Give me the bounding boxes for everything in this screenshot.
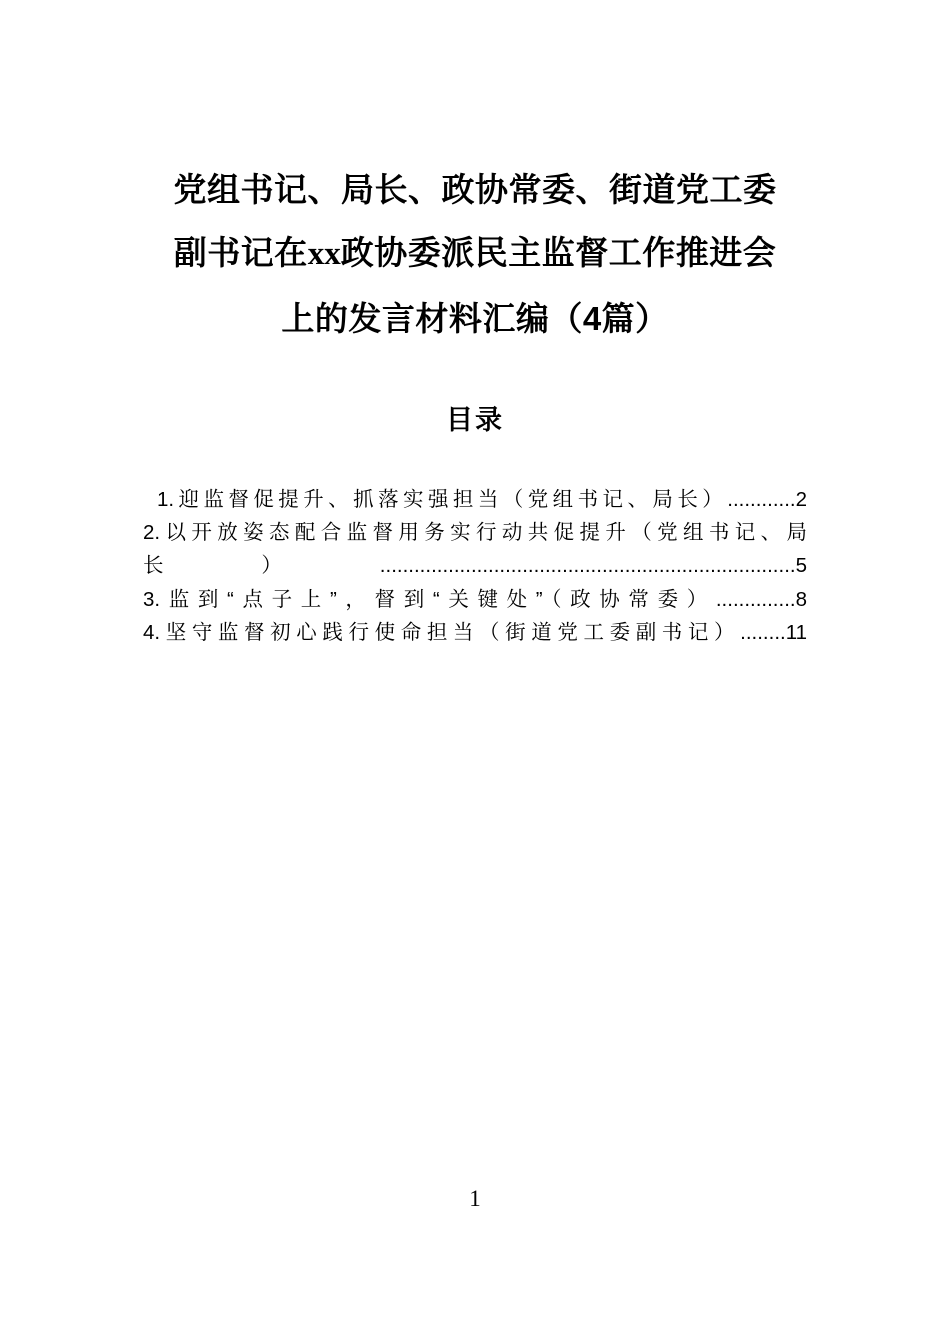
toc-entry[interactable]: 4.坚守监督初心践行使命担当（街道党工委副书记）........11 (143, 620, 807, 644)
document-title (143, 0, 807, 350)
table-of-contents (143, 483, 807, 649)
document-title-line-1: 党组书记、局长、政协常委、街道党工委 (173, 171, 777, 208)
document-title-line-2-latin: xx (307, 236, 341, 273)
toc-entry[interactable]: 3.监到“点子上”，督到“关键处”（政协常委）..............8 (143, 587, 807, 611)
toc-entry[interactable]: 2.以开放姿态配合监督用务实行动共促提升（党组书记、局长）.........................................................................5 (143, 521, 807, 578)
document-title-line-2-prefix: 副书记在 (173, 234, 308, 272)
page-number: 1 (469, 1186, 481, 1211)
table-of-contents-heading: 目录 (446, 405, 504, 436)
toc-entry[interactable]: 1.迎监督促提升、抓落实强担当（党组书记、局长）............2 (157, 488, 807, 512)
document-title-line-2-suffix: 政协委派民主监督工作推进会 (340, 234, 777, 272)
document-title-line-3: 上的发言材料汇编（4篇） (281, 299, 669, 337)
